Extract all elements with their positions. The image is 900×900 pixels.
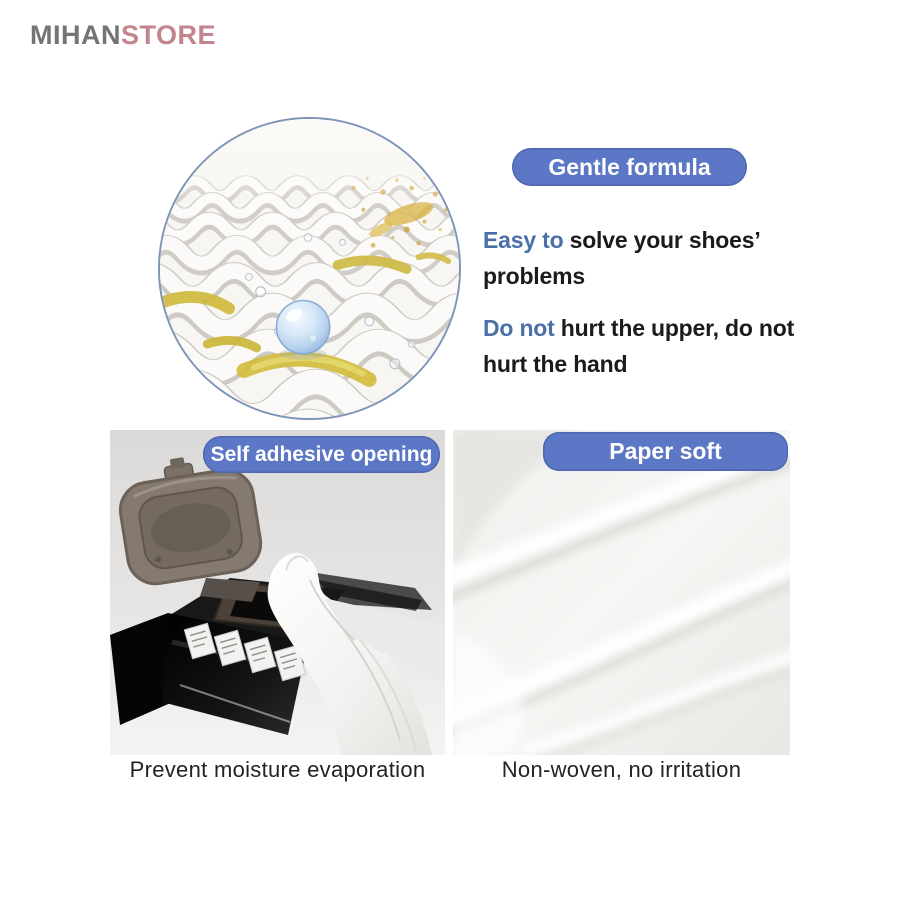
right-photo-caption: Non-woven, no irritation [501,757,742,782]
benefit-2-highlight: Do not [483,315,555,341]
brand-logo-suffix: STORE [121,20,217,50]
self-adhesive-badge: Self adhesive opening [203,436,440,473]
wipes-package-svg [110,430,445,755]
brand-logo-prefix: MIHAN [30,20,121,50]
brand-logo [30,20,216,51]
benefit-2-rest: hurt the upper, do not hurt the hand [483,315,795,377]
fabric-weave-illustration [158,117,461,420]
soft-paper-svg [453,430,790,755]
paper-soft-badge: Paper soft [543,432,788,471]
water-droplet [276,301,329,360]
fabric-weave-svg [160,119,459,418]
benefit-1-rest: solve your shoes’ problems [483,227,760,289]
left-photo-caption: Prevent moisture evaporation [129,757,426,782]
benefit-text-1 [483,222,805,294]
benefit-1-highlight: Easy to [483,227,564,253]
soft-paper-photo [453,430,790,755]
benefit-text-2 [483,310,805,382]
gentle-formula-badge: Gentle formula [512,148,747,186]
wipes-package-photo [110,430,445,755]
